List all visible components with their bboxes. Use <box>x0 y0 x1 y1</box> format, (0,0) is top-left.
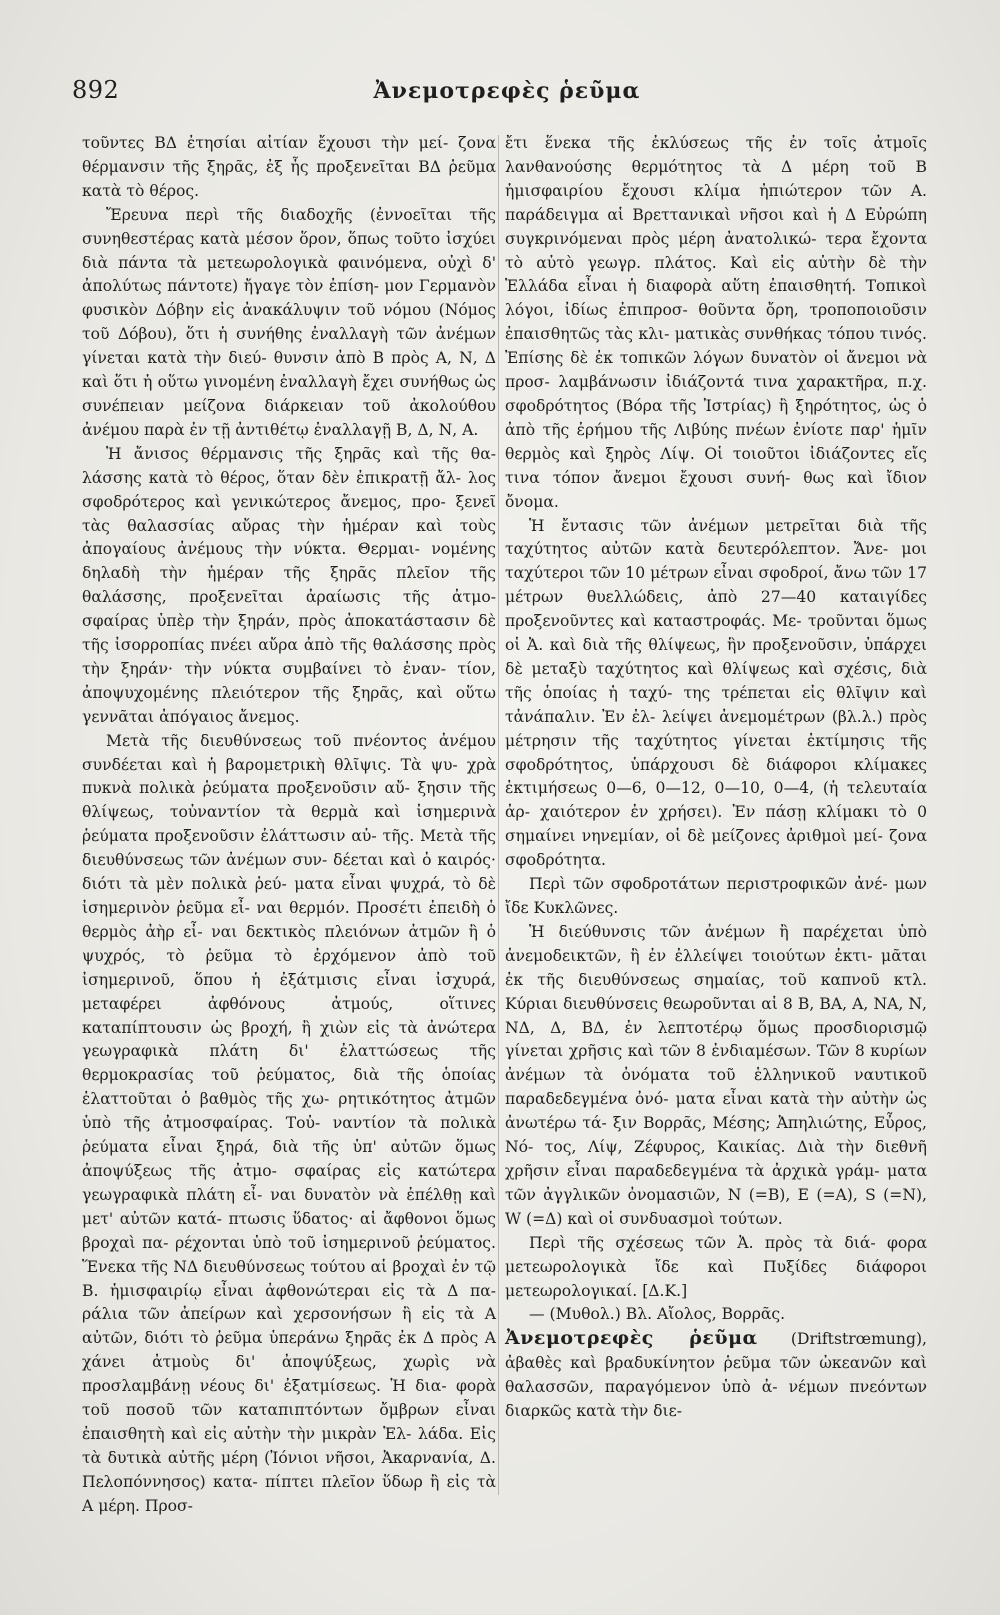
left-column <box>82 132 496 1519</box>
paragraph: Ἔρευνα περὶ τῆς διαδοχῆς (ἐννοεῖται τῆς συνηθεστέρας κατὰ μέσον ὅρον, ὅπως τοῦτο ἰσχύει διὰ πάντα τὰ μετεωρολογικὰ φαινόμενα, οὐχὶ δ' ἀπολύτως πάντοτε) ἤγαγε τὸν ἐπίση- μον Γερμανὸν φυσικὸν Δόβην εἰς ἀνακάλυψιν τοῦ νόμου (Νόμος τοῦ Δόβου), ὅτι ἡ συνήθης ἐναλλαγὴ τῶν ἀνέμων γίνεται κατὰ τὴν διεύ- θυνσιν ἀπὸ Β πρὸς Α, Ν, Δ καὶ ὅτι ἡ οὕτω γινομένη ἐναλλαγὴ ἔχει συνήθως ὡς συνέπειαν μείζονα διάρκειαν τοῦ ἀκολούθου ἀνέμου παρὰ ἐν τῇ ἀντιθέτῳ ἐναλλαγῇ Β, Δ, Ν, Α. <box>82 205 496 439</box>
page-number: 892 <box>72 76 120 104</box>
paragraph: Ἡ διεύθυνσις τῶν ἀνέμων ἢ παρέχεται ὑπὸ ἀνεμοδεικτῶν, ἢ ἐν ἐλλείψει τοιούτων ἐκτι- μᾶται ἐκ τῆς διευθύνσεως σημαίας, τοῦ καπνοῦ κτλ. Κύριαι διευθύνσεις θεωροῦνται αἱ 8 Β, ΒΑ, Α, ΝΑ, Ν, ΝΔ, Δ, ΒΔ, ἐν λεπτοτέρῳ ὅμως προσδιορισμῷ γίνεται χρῆσις καὶ τῶν 8 ἐνδιαμέσων. Τῶν 8 κυρίων ἀνέμων τὰ ὀνόματα τοῦ ἑλληνικοῦ ναυτικοῦ παραδεδεγμένα ὀνό- ματα εἶναι κατὰ τὴν αὐτὴν ὡς ἀνωτέρω τά- ξιν Βορρᾶς, Μέσης; Ἀπηλιώτης, Εὖρος, Νό- τος, Λίψ, Ζέφυρος, Καικίας. Διὰ τὴν διεθνῆ χρῆσιν εἶναι παραδεδεγμένα τὰ ἀρχικὰ γράμ- ματα τῶν ἀγγλικῶν ὀνομασιῶν, N (=Β), E (=Α), S (=N), W (=Δ) καὶ οἱ συνδυασμοὶ τούτων. <box>505 922 927 1228</box>
paragraph: τοῦντες ΒΔ ἐτησίαι αἰτίαν ἔχουσι τὴν μεί- ζονα θέρμανσιν τῆς ξηρᾶς, ἐξ ἧς προξενεῖται ΒΔ ῥεῦμα κατὰ τὸ θέρος. <box>82 134 496 200</box>
column-divider <box>498 135 499 1495</box>
running-title: Ἀνεμοτρεφὲς ῥεῦμα <box>373 78 641 104</box>
cross-reference: — (Μυθολ.) Βλ. Αἴολος, Βορρᾶς. <box>529 1305 786 1324</box>
paragraph: ἔτι ἕνεκα τῆς ἐκλύσεως τῆς ἐν τοῖς ἀτμοῖς λανθανούσης θερμότητος τὰ Δ μέρη τοῦ Β ἡμισφαιρίου ἔχουσι κλίμα ἠπιώτερον τῶν Α. παράδειγμα αἱ Βρεττανικαὶ νῆσοι καὶ ἡ Δ Εὐρώπη συγκρινόμεναι πρὸς μέρη ἀνατολικώ- τερα ἔχοντα τὸ αὐτὸ γεωγρ. πλάτος. Καὶ εἰς αὐτὴν δὲ τὴν Ἑλλάδα εἶναι ἡ διαφορὰ αὕτη ἐπαισθητή. Τοπικοὶ λόγοι, ἰδίως ἐπιπροσ- θοῦντα ὄρη, τροποποιοῦσιν ἐπαισθητῶς τὰς κλι- ματικὰς συνθήκας τόπου τινός. Ἐπίσης δὲ ἐκ τοπικῶν λόγων δυνατὸν οἱ ἄνεμοι νὰ προσ- λαμβάνωσιν ἰδιάζοντά τινα χαρακτῆρα, π.χ. σφοδρότητος (Βόρα τῆς Ἰστρίας) ἢ ξηρότητος, ὡς ὁ ἀπὸ τῆς ἐρήμου τῆς Λιβύης πνέων ἐνίοτε παρ' ἡμῖν θερμὸς καὶ ξηρὸς Λίψ. Οἱ τοιοῦτοι ἰδιάζοντες εἴς τινα τόπον ἄνεμοι ἔχουσι συνή- θως καὶ ἴδιον ὄνομα. <box>505 134 927 511</box>
entry-text: (Driftstrœmung), ἀβαθὲς καὶ βραδυκίνητον ῥεῦμα τῶν ὠκεανῶν καὶ θαλασσῶν, παραγόμενον ὑπὸ ἀ- νέμων πνεόντων διαρκῶς κατὰ τὴν διε- <box>505 1330 927 1421</box>
paragraph: Περὶ τῶν σφοδροτάτων περιστροφικῶν ἀνέ- μων ἴδε Κυκλῶνες. <box>505 875 927 917</box>
dictionary-entry <box>505 1327 927 1424</box>
page-header <box>72 72 942 112</box>
paragraph: Περὶ τῆς σχέσεως τῶν Ἀ. πρὸς τὰ διά- φορα μετεωρολογικὰ ἴδε καὶ Πυξίδες διάφοροι μετεωρολογικαί. [Δ.Κ.] <box>505 1233 927 1300</box>
paragraph: Ἡ ἄνισος θέρμανσις τῆς ξηρᾶς καὶ τῆς θα- λάσσης κατὰ τὸ θέρος, ὅταν δὲν ἐπικρατῇ ἄλ- λος σφοδρότερος καὶ γενικώτερος ἄνεμος, προ- ξενεῖ τὰς θαλασσίας αὔρας τὴν ἡμέραν καὶ τοὺς ἀπογαίους ἀνέμους τὴν νύκτα. Θερμαι- νομένης δηλαδὴ τὴν ἡμέραν τῆς ξηρᾶς πλεῖον τῆς θαλάσσης, προξενεῖται ἀραίωσις τῆς ἀτμο- σφαίρας ὑπὲρ τὴν ξηράν, πρὸς ἀποκατάστασιν δὲ τῆς ἰσορροπίας πνέει αὔρα ἀπὸ τῆς θαλάσσης πρὸς τὴν ξηράν· τὴν νύκτα συμβαίνει τὸ ἐναν- τίον, ἀποψυχομένης πλειότερον τῆς ξηρᾶς, καὶ οὕτω γεννᾶται ἀπόγαιος ἄνεμος. <box>82 444 496 726</box>
paragraph: Ἡ ἔντασις τῶν ἀνέμων μετρεῖται διὰ τῆς ταχύτητος αὐτῶν κατὰ δευτερόλεπτον. Ἄνε- μοι ταχύτερoι τῶν 10 μέτρων εἶναι σφοδροί, ἄνω τῶν 17 μέτρων θυελλώδεις, ἀπὸ 27—40 καταιγίδες προξενοῦντες καὶ καταστροφάς. Με- τροῦνται ὅμως οἱ Ἀ. καὶ διὰ τῆς θλίψεως, ἣν προξενοῦσιν, ὑπάρχει δὲ μεταξὺ ταχύτητος καὶ θλίψεως καὶ σχέσις, διὰ τῆς ὁποίας ἡ ταχύ- της τρέπεται εἰς θλῖψιν καὶ τἀνάπαλιν. Ἐν ἐλ- λείψει ἀνεμομέτρων (βλ.λ.) πρὸς μέτρησιν τῆς ταχύτητος γίνεται ἐκτίμησις τῆς σφοδρότητος, ὑπάρχουσι δὲ διάφοροι κλίμακες ἐκτιμήσεως 0—6, 0—12, 0—10, 0—4, (ἡ τελευταία ἀρ- χαιότερον ἐν χρήσει). Ἐν πάσῃ κλίμακι τὸ 0 σημαίνει νηνεμίαν, οἱ δὲ μείζονες ἀριθμοὶ μεί- ζονα σφοδρότητα. <box>505 516 927 870</box>
paragraph: Μετὰ τῆς διευθύνσεως τοῦ πνέοντος ἀνέμου συνδέεται καὶ ἡ βαρομετρικὴ θλῖψις. Τὰ ψυ- χρὰ πυκνὰ πολικὰ ῥεύματα προξενοῦσιν αὔ- ξησιν τῆς θλίψεως, τοὐναντίον τὰ θερμὰ καὶ ἰσημερινὰ ῥεύματα προξενοῦσιν ἐλάττωσιν αὐ- τῆς. Μετὰ τῆς διευθύνσεως τῶν ἀνέμων συν- δέεται καὶ ὁ καιρός· διότι τὰ μὲν πολικὰ ῥεύ- ματα εἶναι ψυχρά, τὸ δὲ ἰσημερινὸν ῥεῦμα εἶ- ναι θερμόν. Προσέτι ἐπειδὴ ὁ θερμὸς ἀὴρ εἶ- ναι δεκτικὸς πλειόνων ἀτμῶν ἢ ὁ ψυχρός, τὸ ῥεῦμα τὸ ἐρχόμενον ἀπὸ τοῦ ἰσημερινοῦ, ὅπου ἡ ἐξάτμισις εἶναι ἰσχυρά, μεταφέρει ἀφθόνους ἀτμούς, οἵτινες καταπίπτουσιν ὡς βροχή, ἢ χιὼν εἰς τὰ ἀνώτερα γεωγραφικὰ πλάτη δι' ἐλαττώσεως τῆς θερμοκρασίας τοῦ ῥεύματος, διὰ τῆς ὁποίας ἐλαττοῦται ὁ βαθμὸς τῆς χω- ρητικότητος ἀτμῶν ὑπὸ τῆς ἀτμοσφαίρας. Τοὐ- ναντίον τὰ πολικὰ ῥεύματα εἶναι ξηρά, διὰ τῆς ὑπ' αὐτῶν ὅμως ἀποψύξεως τῆς ἀτμο- σφαίρας εἰς κατώτερα γεωγραφικὰ πλάτη εἶ- ναι δυνατὸν νὰ ἐπέλθῃ καὶ μετ' αὐτῶν κατά- πτωσις ὕδατος· αἱ ἄφθονοι ὅμως βροχαὶ πα- ρέχονται ὑπὸ τοῦ ἰσημερινοῦ ῥεύματος. Ἕνεκα τῆς ΝΔ διευθύνσεως τούτου αἱ βροχαὶ ἐν τῷ Β. ἡμισφαιρίῳ εἶναι ἀφθονώτεραι εἰς τὰ Δ πα- ράλια τῶν ἀπείρων καὶ χερσονήσων ἢ εἰς τὰ Α αὐτῶν, διότι τὸ ῥεῦμα ὑπεράνω ξηρᾶς ἐκ Δ πρὸς Α χάνει ἀτμοὺς δι' ἀποψύξεως, χωρὶς νὰ προσλαμβάνῃ νέους δι' ἐξατμίσεως. Ἡ δια- φορὰ τοῦ ποσοῦ τῶν καταπιπτόντων ὄμβρων εἶναι ἐπαισθητὴ καὶ εἰς αὐτὴν τὴν μικρὰν Ἑλ- λάδα. Εἰς τὰ δυτικὰ αὐτῆς μέρη (Ἰόνιοι νῆσοι, Ἀκαρνανία, Δ. Πελοπόννησος) κατα- πίπτει πλεῖον ὕδωρ ἢ εἰς τὰ Α μέρη. Προσ- <box>82 731 496 1515</box>
entry-headword: Ἀνεμοτρεφὲς ῥεῦμα <box>505 1327 758 1350</box>
right-column <box>505 132 927 1424</box>
